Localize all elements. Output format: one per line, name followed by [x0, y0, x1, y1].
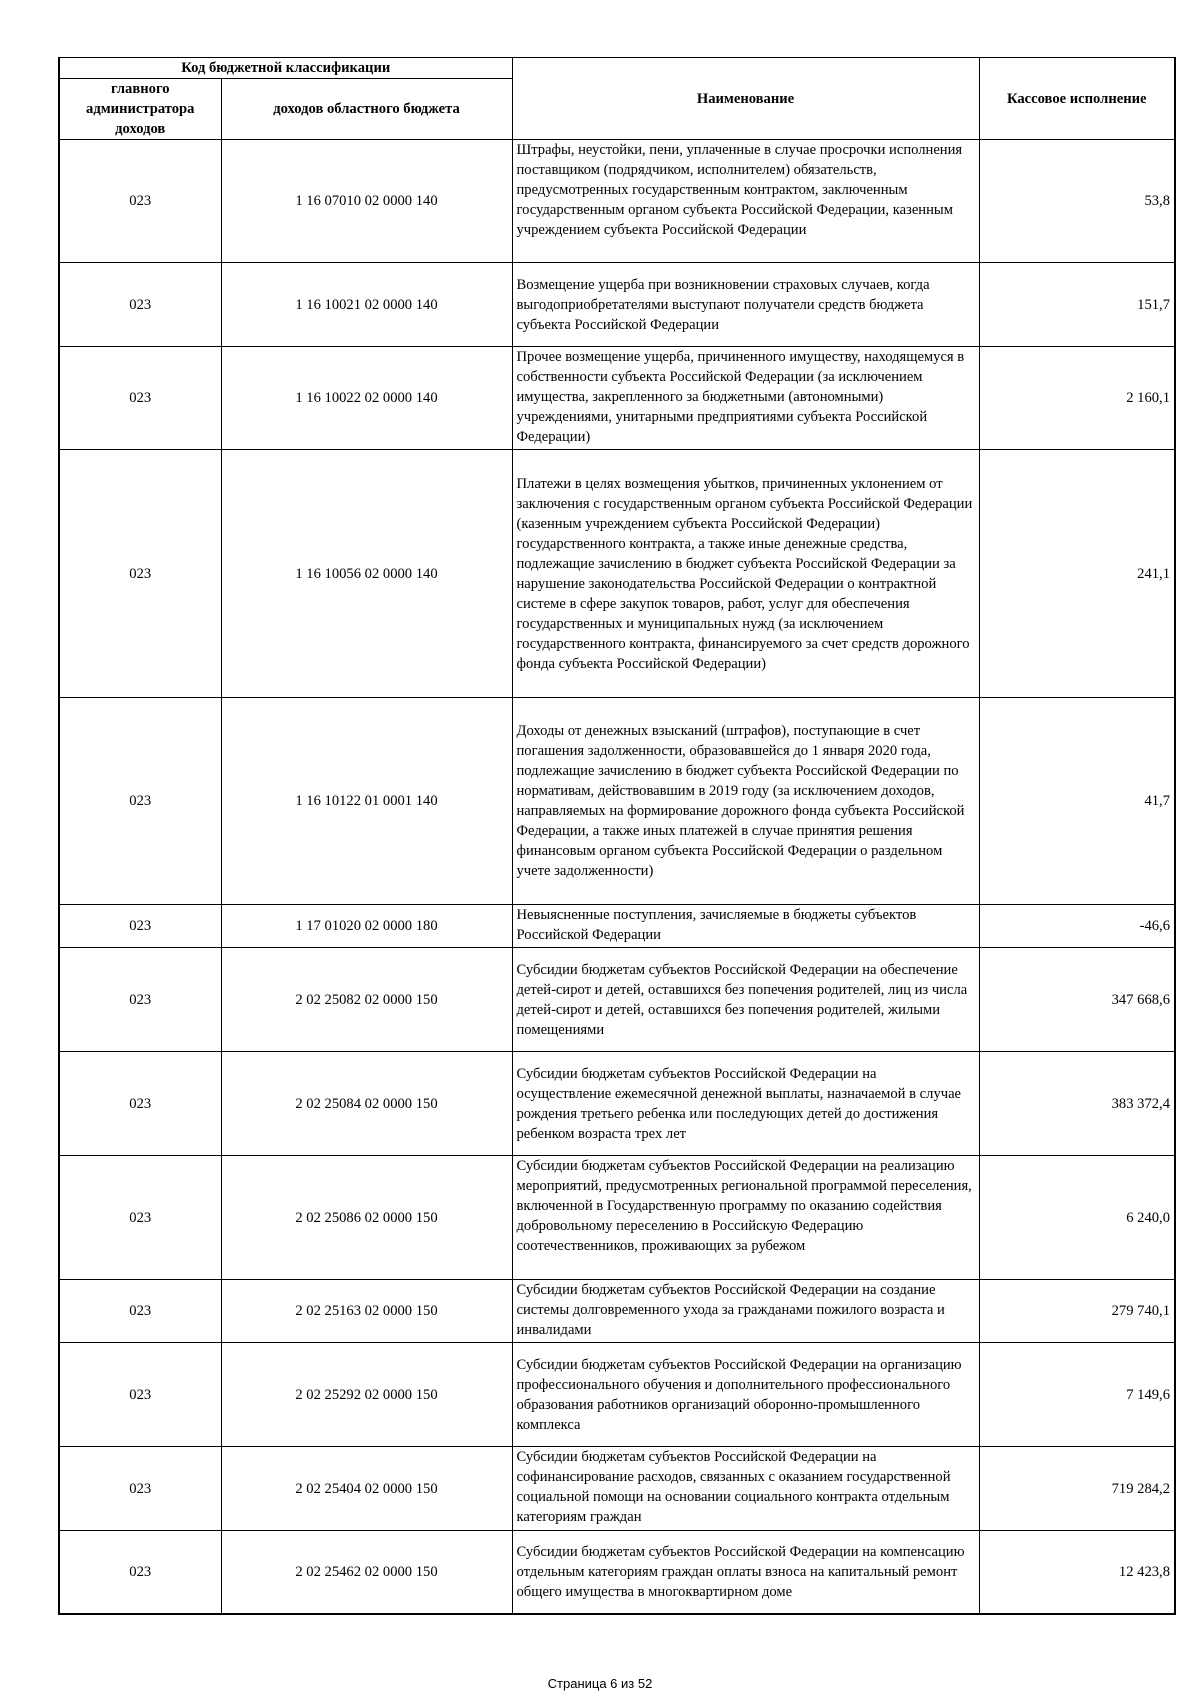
- budget-code-cell: 2 02 25404 02 0000 150: [221, 1447, 512, 1531]
- name-cell: Платежи в целях возмещения убытков, причиненных уклонением от заключения с государственным органом субъекта Российской Федерации (казенным учреждением субъекта Российской Федерации) государственного контракта, а также иные денежные средства, подлежащие зачислению в бюджет субъекта Российской Федерации за нарушение законодательства Российской Федерации о контрактной системе в сфере закупок товаров, работ, услуг для обеспечения государственных и муниципальных нужд (за исключением государственного контракта, финансируемого за счет средств дорожного фонда субъекта Российской Федерации): [512, 450, 979, 698]
- table-row: [59, 140, 1175, 263]
- admin-code-cell: 023: [59, 140, 221, 263]
- admin-code-cell: 023: [59, 698, 221, 905]
- table-row: [59, 698, 1175, 905]
- amount-cell: 12 423,8: [979, 1531, 1175, 1614]
- name-cell: Возмещение ущерба при возникновении страховых случаев, когда выгодоприобретателями выступают получатели средств бюджета субъекта Российской Федерации: [512, 263, 979, 347]
- admin-code-cell: 023: [59, 1052, 221, 1156]
- budget-code-cell: 1 17 01020 02 0000 180: [221, 905, 512, 948]
- header-admin: главного администратора доходов: [59, 79, 221, 140]
- budget-code-cell: 2 02 25292 02 0000 150: [221, 1343, 512, 1447]
- budget-code-cell: 1 16 10022 02 0000 140: [221, 347, 512, 450]
- amount-cell: 2 160,1: [979, 347, 1175, 450]
- amount-cell: 383 372,4: [979, 1052, 1175, 1156]
- name-cell: Субсидии бюджетам субъектов Российской Федерации на организацию профессионального обучения и дополнительного профессионального образования работников организаций оборонно-промышленного комплекса: [512, 1343, 979, 1447]
- budget-code-cell: 2 02 25462 02 0000 150: [221, 1531, 512, 1614]
- table-row: [59, 1052, 1175, 1156]
- budget-table: [58, 57, 1176, 1615]
- header-amount: Кассовое исполнение: [979, 58, 1175, 140]
- name-cell: Невыясненные поступления, зачисляемые в бюджеты субъектов Российской Федерации: [512, 905, 979, 948]
- amount-cell: 279 740,1: [979, 1280, 1175, 1343]
- table-row: [59, 1280, 1175, 1343]
- name-cell: Штрафы, неустойки, пени, уплаченные в случае просрочки исполнения поставщиком (подрядчиком, исполнителем) обязательств, предусмотренных государственным контрактом, заключенным государственным органом субъекта Российской Федерации, казенным учреждением субъекта Российской Федерации: [512, 140, 979, 263]
- table-row: [59, 1531, 1175, 1614]
- amount-cell: 151,7: [979, 263, 1175, 347]
- name-cell: Субсидии бюджетам субъектов Российской Федерации на создание системы долговременного ухода за гражданами пожилого возраста и инвалидами: [512, 1280, 979, 1343]
- admin-code-cell: 023: [59, 1343, 221, 1447]
- budget-code-cell: 2 02 25084 02 0000 150: [221, 1052, 512, 1156]
- header-code: доходов областного бюджета: [221, 79, 512, 140]
- admin-code-cell: 023: [59, 948, 221, 1052]
- budget-code-cell: 1 16 10021 02 0000 140: [221, 263, 512, 347]
- admin-code-cell: 023: [59, 1531, 221, 1614]
- budget-code-cell: 1 16 10122 01 0001 140: [221, 698, 512, 905]
- admin-code-cell: 023: [59, 1447, 221, 1531]
- page-number: Страница 6 из 52: [547, 1676, 653, 1691]
- name-cell: Субсидии бюджетам субъектов Российской Федерации на реализацию мероприятий, предусмотренных региональной программой переселения, включенной в Государственную программу по оказанию содействия добровольному переселению в Российскую Федерацию соотечественников, проживающих за рубежом: [512, 1156, 979, 1280]
- budget-code-cell: 2 02 25082 02 0000 150: [221, 948, 512, 1052]
- name-cell: Доходы от денежных взысканий (штрафов), поступающие в счет погашения задолженности, образовавшейся до 1 января 2020 года, подлежащие зачислению в бюджет субъекта Российской Федерации по нормативам, действовавшим в 2019 году (за исключением доходов, направляемых на формирование дорожного фонда субъекта Российской Федерации, а также иных платежей в случае принятия решения финансовым органом субъекта Российской Федерации о раздельном учете задолженности): [512, 698, 979, 905]
- admin-code-cell: 023: [59, 347, 221, 450]
- admin-code-cell: 023: [59, 1280, 221, 1343]
- header-name: Наименование: [512, 58, 979, 140]
- amount-cell: 719 284,2: [979, 1447, 1175, 1531]
- name-cell: Субсидии бюджетам субъектов Российской Федерации на обеспечение детей-сирот и детей, оставшихся без попечения родителей, лиц из числа детей-сирот и детей, оставшихся без попечения родителей, жилыми помещениями: [512, 948, 979, 1052]
- amount-cell: 347 668,6: [979, 948, 1175, 1052]
- amount-cell: 53,8: [979, 140, 1175, 263]
- amount-cell: 7 149,6: [979, 1343, 1175, 1447]
- table-row: [59, 905, 1175, 948]
- admin-code-cell: 023: [59, 905, 221, 948]
- amount-cell: 6 240,0: [979, 1156, 1175, 1280]
- table-row: [59, 1343, 1175, 1447]
- admin-code-cell: 023: [59, 1156, 221, 1280]
- admin-code-cell: 023: [59, 263, 221, 347]
- header-group-title: Код бюджетной классификации: [59, 58, 512, 79]
- budget-code-cell: 1 16 10056 02 0000 140: [221, 450, 512, 698]
- name-cell: Прочее возмещение ущерба, причиненного имуществу, находящемуся в собственности субъекта Российской Федерации (за исключением имущества, закрепленного за бюджетными (автономными) учреждениями, унитарными предприятиями субъекта Российской Федерации): [512, 347, 979, 450]
- table-row: [59, 948, 1175, 1052]
- amount-cell: 241,1: [979, 450, 1175, 698]
- name-cell: Субсидии бюджетам субъектов Российской Федерации на осуществление ежемесячной денежной выплаты, назначаемой в случае рождения третьего ребенка или последующих детей до достижения ребенком возраста трех лет: [512, 1052, 979, 1156]
- table-row: [59, 450, 1175, 698]
- table-row: [59, 347, 1175, 450]
- table-row: [59, 263, 1175, 347]
- table-row: [59, 1447, 1175, 1531]
- amount-cell: -46,6: [979, 905, 1175, 948]
- amount-cell: 41,7: [979, 698, 1175, 905]
- admin-code-cell: 023: [59, 450, 221, 698]
- table-row: [59, 1156, 1175, 1280]
- name-cell: Субсидии бюджетам субъектов Российской Федерации на софинансирование расходов, связанных с оказанием государственной социальной помощи на основании социального контракта отдельным категориям граждан: [512, 1447, 979, 1531]
- budget-code-cell: 2 02 25086 02 0000 150: [221, 1156, 512, 1280]
- name-cell: Субсидии бюджетам субъектов Российской Федерации на компенсацию отдельным категориям граждан оплаты взноса на капитальный ремонт общего имущества в многоквартирном доме: [512, 1531, 979, 1614]
- budget-code-cell: 2 02 25163 02 0000 150: [221, 1280, 512, 1343]
- budget-code-cell: 1 16 07010 02 0000 140: [221, 140, 512, 263]
